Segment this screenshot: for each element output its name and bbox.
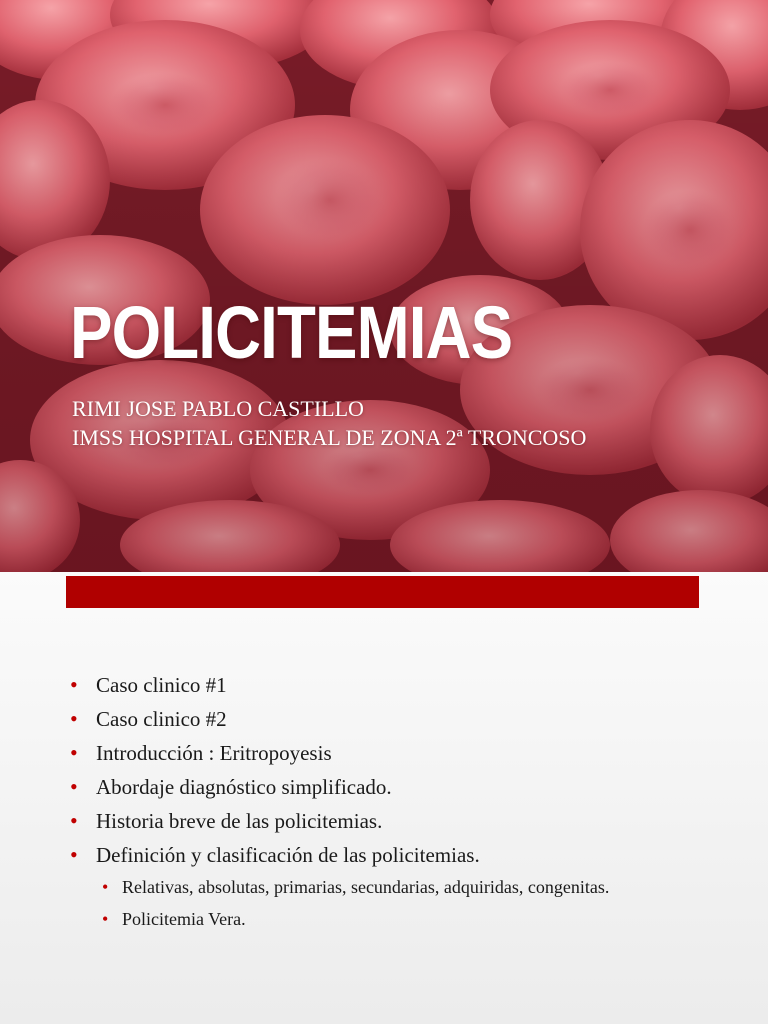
agenda-item [70,774,710,800]
agenda-item [70,842,710,930]
accent-bar [66,576,699,608]
agenda-list [70,672,710,940]
agenda-item [70,672,710,698]
slide-title: POLICITEMIAS [70,291,513,374]
agenda-subitem [96,908,710,930]
agenda-item-text: Introducción : Eritropoyesis [96,741,332,765]
agenda-subitem [96,876,710,898]
agenda-item-text: Caso clinico #2 [96,707,227,731]
agenda-item-text: Abordaje diagnóstico simplificado. [96,775,392,799]
agenda-subitem-text: Relativas, absolutas, primarias, secundarias, adquiridas, congenitas. [122,877,610,897]
agenda-item-text: Definición y clasificación de las policitemias. [96,843,480,867]
hospital-name: IMSS HOSPITAL GENERAL DE ZONA 2ª TRONCOSO [72,425,587,450]
agenda-item [70,740,710,766]
agenda-subitem-text: Policitemia Vera. [122,909,246,929]
agenda-item-text: Historia breve de las policitemias. [96,809,383,833]
author-name: RIMI JOSE PABLO CASTILLO [72,396,364,421]
agenda-item-text: Caso clinico #1 [96,673,227,697]
agenda-item [70,808,710,834]
agenda-item [70,706,710,732]
agenda-sublist [96,876,710,930]
